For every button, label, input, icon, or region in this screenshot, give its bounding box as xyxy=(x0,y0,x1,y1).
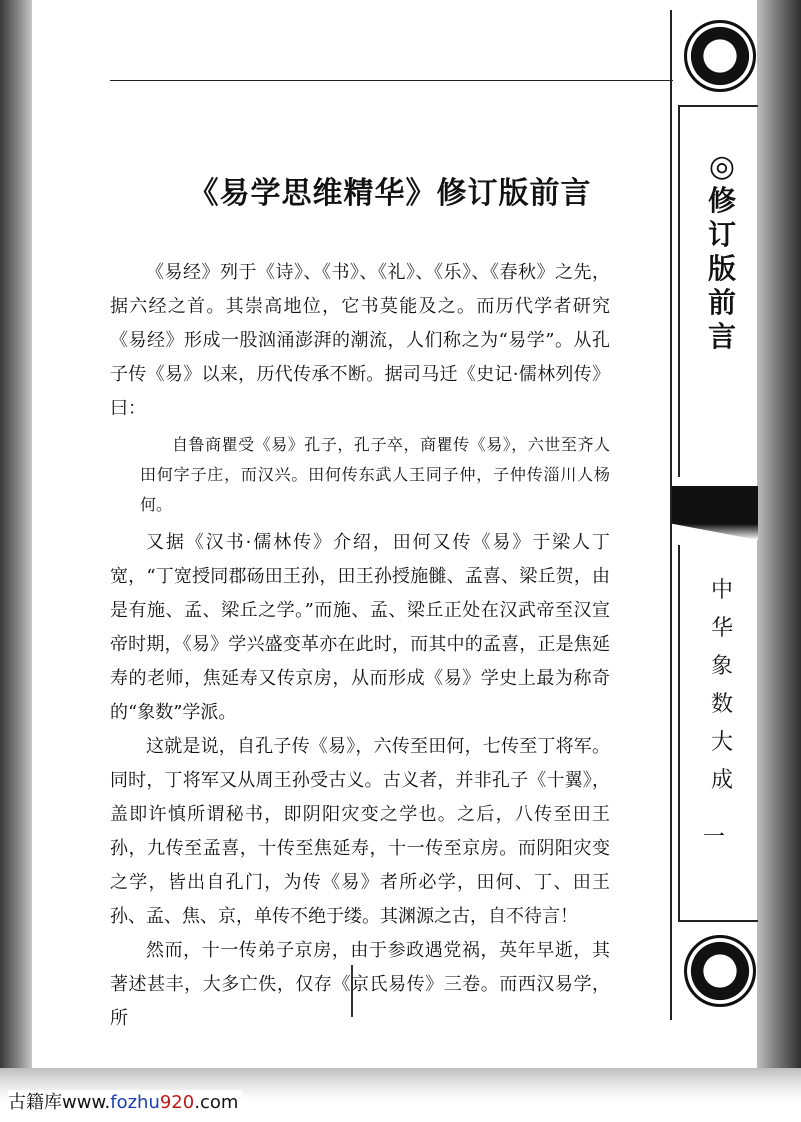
series-title-char: 数 xyxy=(710,692,733,717)
section-title-char: 前 xyxy=(707,286,736,319)
header-rule xyxy=(110,80,673,81)
watermark-site-name: 古籍库 xyxy=(8,1092,62,1113)
body-text xyxy=(110,256,610,1036)
right-sidebar xyxy=(672,0,758,1068)
series-title-char: 大 xyxy=(710,730,733,755)
page-number: 一 xyxy=(702,825,725,850)
watermark-url-prefix: www. xyxy=(62,1092,111,1113)
series-title-char: 中 xyxy=(710,578,733,603)
quote-text: 自鲁商瞿受《易》孔子，孔子卒，商瞿传《易》，六世至齐人田何字子庄，而汉兴。田何传东武人王同子仲，子仲传淄川人杨何。 xyxy=(140,435,610,514)
page-title: 《易学思维精华》修订版前言 xyxy=(188,176,592,211)
paragraph-2: 又据《汉书·儒林传》介绍，田何又传《易》于梁人丁宽，“丁宽授同郡砀田王孙，田王孙授施雠、孟喜、梁丘贺，由是有施、孟、梁丘之学。”而施、孟、梁丘正处在汉武帝至汉宣帝时期，《易》学兴盛变革亦在此时，而其中的孟喜，正是焦延寿的老师，焦延寿又传京房，从而形成《易》学史上最为称奇的“象数”学派。 xyxy=(110,532,610,723)
paragraph-4: 然而，十一传弟子京房，由于参政遇党祸，英年早逝，其著述甚丰，大多亡佚，仅存《京氏易传》三卷。而西汉易学，所 xyxy=(110,940,610,1029)
watermark-url-host: fozhu xyxy=(110,1092,160,1113)
section-title-char: 言 xyxy=(707,320,736,353)
quote-block xyxy=(110,430,610,520)
beast-emblem-icon: ✺ xyxy=(684,935,756,1007)
watermark-url-suffix: .com xyxy=(194,1092,239,1113)
sidebar-black-band xyxy=(672,486,758,540)
series-title-char: 象 xyxy=(710,654,733,679)
paragraph-3: 这就是说，自孔子传《易》，六传至田何，七传至丁将军。同时，丁将军又从周王孙受古义。古义者，并非孔子《十翼》，盖即许慎所谓秘书，即阴阳灾变之学也。之后，八传至田王孙，九传至孟喜，十传至焦延寿，十一传至京房。而阴阳灾变之学，皆出自孔门，为传《易》者所必学，田何、丁、田王孙、孟、焦、京，单传不绝于缕。其渊源之古，自不待言！ xyxy=(110,736,610,927)
phoenix-emblem-icon: ❦ xyxy=(684,20,756,92)
section-symbol: ◎ xyxy=(708,149,736,184)
watermark xyxy=(8,1090,242,1116)
series-title-vertical xyxy=(702,572,742,800)
section-title-vertical xyxy=(702,150,742,354)
section-title-char: 订 xyxy=(707,218,736,251)
section-title-char: 修 xyxy=(707,184,736,217)
section-title-char: 版 xyxy=(707,252,736,285)
right-edge-shadow xyxy=(757,0,801,1122)
series-title-char: 华 xyxy=(710,616,733,641)
watermark-url-number: 920 xyxy=(159,1092,195,1113)
paragraph-1: 《易经》列于《诗》、《书》、《礼》、《乐》、《春秋》之先，据六经之首。其崇高地位，它书莫能及之。而历代学者研究《易经》形成一股汹涌澎湃的潮流，人们称之为“易学”。从孔子传《易》以来，历代传承不断。据司马迁《史记·儒林列传》曰： xyxy=(110,262,610,419)
left-edge-shadow xyxy=(0,0,32,1122)
series-title-char: 成 xyxy=(710,768,733,793)
